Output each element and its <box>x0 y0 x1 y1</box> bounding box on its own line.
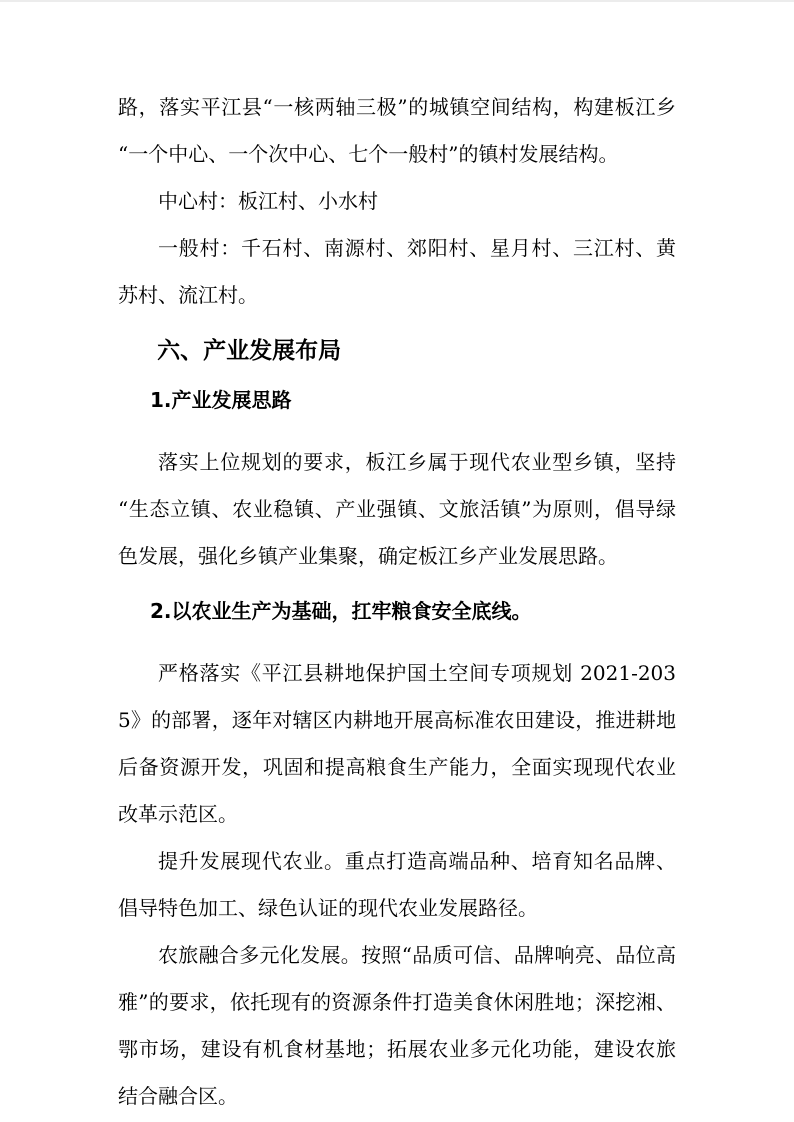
paragraph-continuation: 路，落实平江县“一核两轴三极”的城镇空间结构，构建板江乡“一个中心、一个次中心、七个一般村”的镇村发展结构。 <box>118 95 676 166</box>
paragraph-general-villages: 一般村：千石村、南源村、郊阳村、星月村、三江村、黄苏村、流江村。 <box>118 236 676 307</box>
paragraph-agritourism: 农旅融合多元化发展。按照“品质可信、品牌响亮、品位高雅”的要求，依托现有的资源条件打造美食休闲胜地；深挖湘、鄂市场，建设有机食材基地；拓展农业多元化功能，建设农旅结合融合区。 <box>118 943 676 1108</box>
section-heading-industry-layout: 六、产业发展布局 <box>157 338 342 364</box>
subsection-heading-development-idea: 1.产业发展思路 <box>150 388 292 412</box>
paragraph-central-villages: 中心村：板江村、小水村 <box>158 189 378 213</box>
paragraph-modern-agriculture: 提升发展现代农业。重点打造高端品种、培育知名品牌、倡导特色加工、绿色认证的现代农业发展路径。 <box>118 849 676 920</box>
paragraph-farmland-protection: 严格落实《平江县耕地保护国土空间专项规划 2021-2035》的部署，逐年对辖区内耕地开展高标准农田建设，推进耕地后备资源开发，巩固和提高粮食生产能力，全面实现现代农业改革示范区。 <box>118 661 676 826</box>
paragraph-development-idea: 落实上位规划的要求，板江乡属于现代农业型乡镇，坚持“生态立镇、农业稳镇、产业强镇、文旅活镇”为原则，倡导绿色发展，强化乡镇产业集聚，确定板江乡产业发展思路。 <box>118 450 676 568</box>
subsection-heading-agriculture-base: 2.以农业生产为基础，扛牢粮食安全底线。 <box>150 599 532 623</box>
